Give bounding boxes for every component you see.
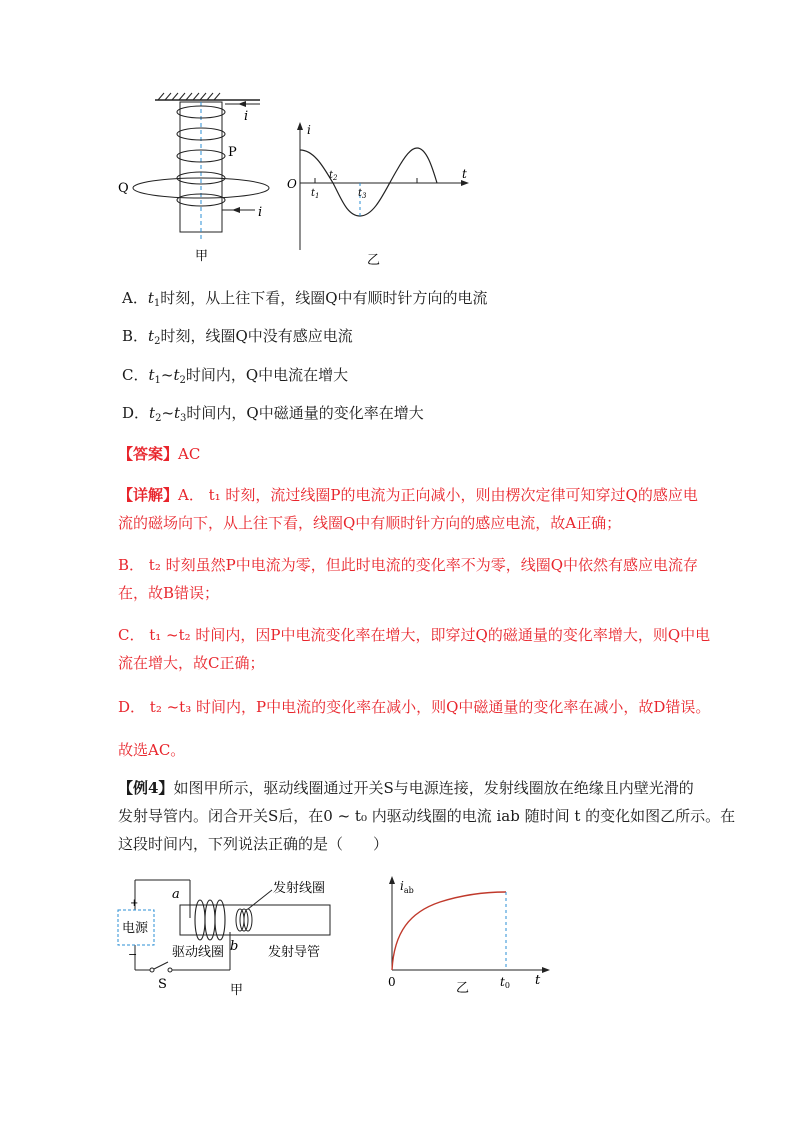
figure-yi-curve bbox=[380, 872, 550, 997]
example4-line1: 【例4】如图甲所示，驱动线圈通过开关S与电源连接，发射线圈放在绝缘且内壁光滑的 bbox=[118, 779, 694, 797]
plus-sign: + bbox=[130, 898, 139, 909]
example4-line3: 这段时间内，下列说法正确的是（ ） bbox=[118, 835, 389, 853]
example4-line2: 发射导管内。闭合开关S后，在0 ~ t₀ 内驱动线圈的电流 iab 随时间 t 的变化如图乙所示。在 bbox=[118, 807, 736, 825]
detail-a-line2: 流的磁场向下，从上往下看，线圈Q中有顺时针方向的感应电流，故A正确； bbox=[118, 514, 622, 532]
answer-value: AC bbox=[178, 445, 201, 463]
label-P: P bbox=[228, 145, 237, 160]
label-i-top: i bbox=[244, 109, 249, 124]
option-a: A．$t_1$时刻，从上往下看，线圈Q中有顺时针方向的电流 bbox=[122, 289, 488, 309]
detail-b-line2: 在，故B错误； bbox=[118, 584, 220, 602]
detail-a-line1: 【详解】A． t₁ 时刻，流过线圈P的电流为正向减小，则由楞次定律可知穿过Q的感应电 bbox=[118, 486, 698, 504]
detail-conclusion: 故选AC。 bbox=[118, 741, 186, 759]
caption-yi-2: 乙 bbox=[456, 981, 470, 996]
figure-jia-coil bbox=[110, 90, 290, 265]
axis-t-label-2: t bbox=[535, 973, 541, 988]
tick-t3: $t_3$ bbox=[358, 188, 367, 200]
caption-jia: 甲 bbox=[195, 249, 209, 264]
detail-c-line2: 流在增大，故C正确； bbox=[118, 654, 265, 672]
label-a: a bbox=[172, 887, 180, 902]
tick-t1: $t_1$ bbox=[311, 188, 320, 200]
caption-yi: 乙 bbox=[367, 253, 381, 268]
answer-tag: 【答案】 bbox=[118, 445, 179, 463]
tick-t0: t0 bbox=[500, 975, 510, 990]
axis-iab-label: $i_{ab}$ bbox=[400, 879, 414, 895]
drive-coil-label: 驱动线圈 bbox=[172, 945, 225, 960]
figure-jia-circuit bbox=[110, 870, 350, 1000]
switch-label: S bbox=[158, 977, 167, 992]
label-b: b bbox=[230, 939, 239, 954]
tick-t2: $t_2$ bbox=[329, 170, 338, 182]
answer-line bbox=[118, 444, 200, 464]
option-d: D．$t_2\sim t_3$时间内，Q中磁通量的变化率在增大 bbox=[122, 404, 424, 424]
label-Q: Q bbox=[118, 181, 129, 196]
tube-label: 发射导管 bbox=[268, 945, 321, 960]
option-b: B．$t_2$时刻，线圈Q中没有感应电流 bbox=[122, 327, 353, 347]
detail-c-line1: C． t₁ ~t₂ 时间内，因P中电流变化率在增大，即穿过Q的磁通量的变化率增大，则Q中电 bbox=[118, 626, 711, 644]
power-label: 电源 bbox=[122, 921, 149, 936]
example4-tag: 【例4】 bbox=[118, 779, 174, 797]
origin-zero: 0 bbox=[388, 975, 396, 989]
detail-d-line1: D． t₂ ~t₃ 时间内，P中电流的变化率在减小，则Q中磁通量的变化率在减小，故D错误。 bbox=[118, 698, 711, 716]
label-i-bottom: i bbox=[258, 205, 263, 220]
launch-coil-label: 发射线圈 bbox=[273, 881, 326, 896]
axis-i-label: i bbox=[307, 123, 311, 137]
caption-jia-2: 甲 bbox=[230, 983, 244, 998]
detail-b-line1: B． t₂ 时刻虽然P中电流为零，但此时电流的变化率不为零，线圈Q中依然有感应电流存 bbox=[118, 556, 698, 574]
option-c: C．$t_1\sim t_2$时间内，Q中电流在增大 bbox=[122, 366, 349, 386]
detail-tag: 【详解】 bbox=[118, 486, 179, 504]
minus-sign: − bbox=[128, 948, 138, 961]
figure-yi-sine bbox=[285, 120, 470, 270]
origin-label: O bbox=[287, 177, 297, 191]
axis-t-label: t bbox=[462, 167, 467, 181]
